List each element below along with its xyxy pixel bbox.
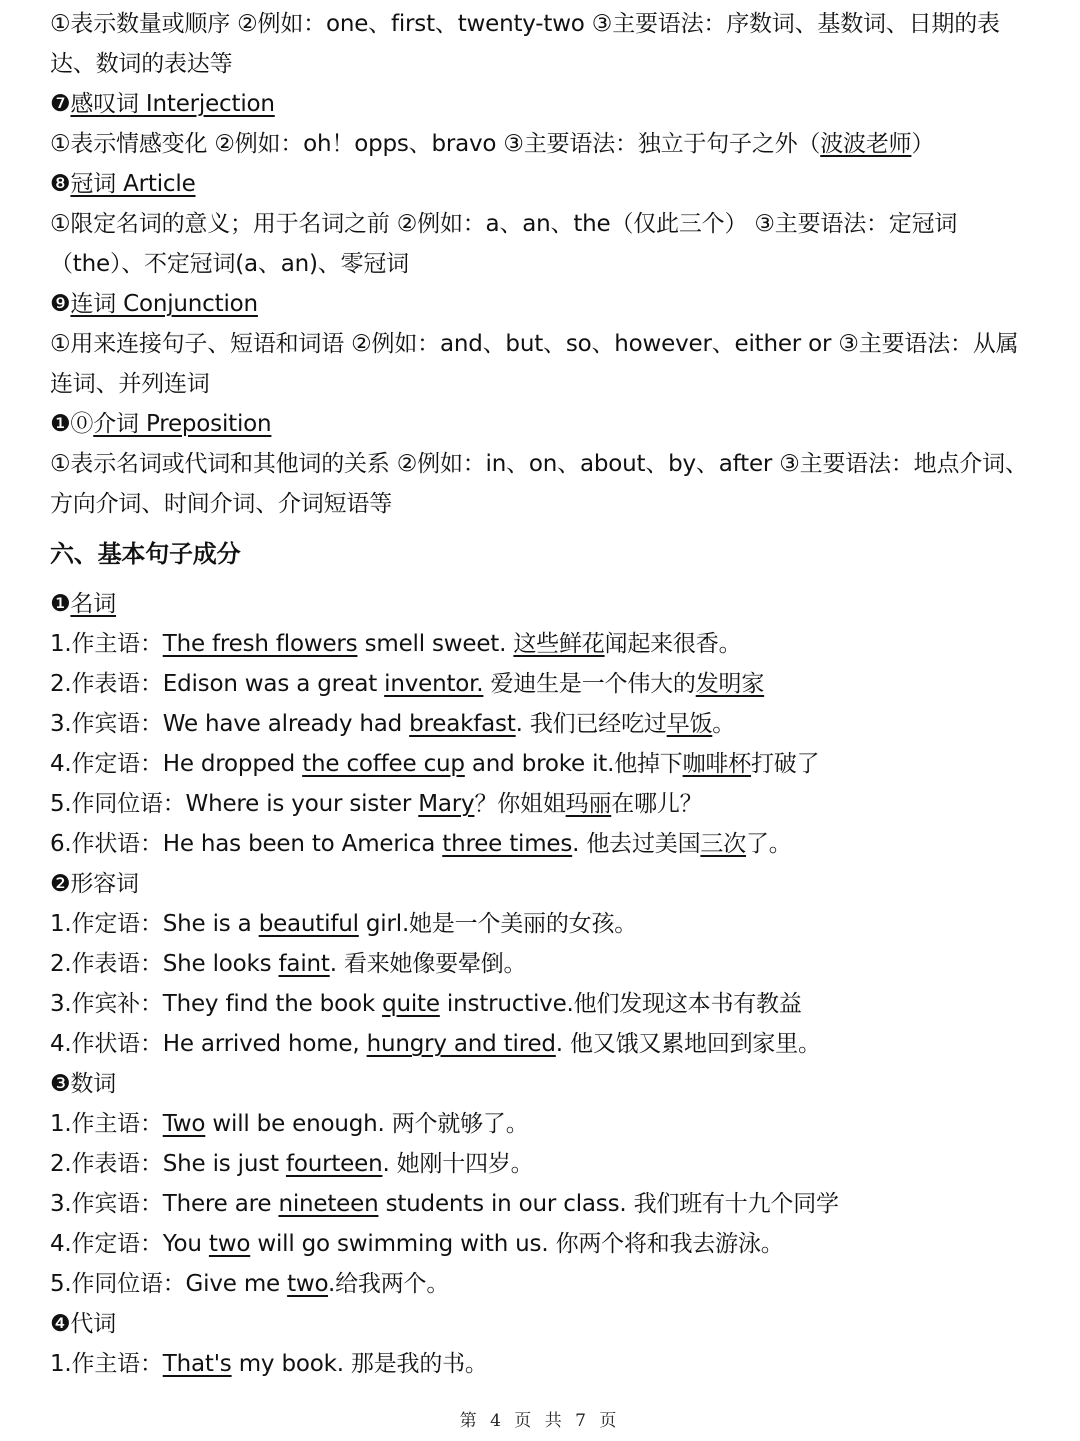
text-run: ❹代词 xyxy=(50,1311,117,1337)
text-run: ①表示名词或代词和其他词的关系 ②例如：in、on、about、by、after ③主要语法：地点介词、方向介词、时间介词、介词短语等 xyxy=(50,451,1028,517)
underlined-text: the coffee cup xyxy=(302,751,465,777)
text-line xyxy=(50,1224,1040,1264)
text-run: . 他又饿又累地回到家里。 xyxy=(555,1031,821,1057)
text-line xyxy=(50,824,1040,864)
text-run: 在哪儿？ xyxy=(611,791,703,817)
text-line xyxy=(50,704,1040,744)
text-run: ①限定名词的意义；用于名词之前 ②例如：a、an、the（仅此三个） ③主要语法：定冠词（the）、不定冠词(a、an)、零冠词 xyxy=(50,211,958,277)
underlined-text: 这些鲜花 xyxy=(513,631,605,657)
text-run: 3.作宾语：There are xyxy=(50,1191,279,1217)
text-run: will be enough. 两个就够了。 xyxy=(205,1111,529,1137)
text-run: girl.她是一个美丽的女孩。 xyxy=(358,911,638,937)
text-line xyxy=(50,4,1040,84)
text-line xyxy=(50,204,1040,284)
underlined-text: 波波老师 xyxy=(820,131,912,157)
text-line xyxy=(50,1304,1040,1344)
text-run: 3.作宾语：We have already had xyxy=(50,711,410,737)
text-run: 闻起来很香。 xyxy=(604,631,742,657)
text-run: ？你姐姐 xyxy=(474,791,566,817)
text-run: ❷形容词 xyxy=(50,871,139,897)
text-run: 2.作表语：She looks xyxy=(50,951,279,977)
text-run: students in our class. 我们班有十九个同学 xyxy=(378,1191,839,1217)
underlined-text: two xyxy=(208,1231,251,1257)
underlined-text: 三次 xyxy=(700,831,746,857)
underlined-text: The fresh flowers xyxy=(162,631,358,657)
underlined-text: 名词 xyxy=(70,591,117,617)
text-run: 1.作主语： xyxy=(50,1111,163,1137)
text-run: 2.作表语：Edison was a great xyxy=(50,671,385,697)
text-run: ①表示情感变化 ②例如：oh！opps、bravo ③主要语法：独立于句子之外（ xyxy=(50,131,821,157)
underlined-text: quite xyxy=(382,991,440,1017)
text-line xyxy=(50,164,1040,204)
text-run: . 她刚十四岁。 xyxy=(382,1151,534,1177)
text-run: 六、基本句子成分 xyxy=(50,540,241,568)
text-run: smell sweet. xyxy=(357,631,514,657)
text-line xyxy=(50,904,1040,944)
text-line xyxy=(50,664,1040,704)
underlined-text: two xyxy=(287,1271,329,1297)
text-line xyxy=(50,864,1040,904)
text-line xyxy=(50,1064,1040,1104)
document-body xyxy=(50,4,1040,1384)
text-line xyxy=(50,944,1040,984)
underlined-text: 感叹词 Interjection xyxy=(70,91,275,117)
underlined-text: 玛丽 xyxy=(565,791,612,817)
text-line xyxy=(50,84,1040,124)
text-run: . 我们已经吃过 xyxy=(515,711,667,737)
text-run: ❼ xyxy=(50,91,71,117)
text-line xyxy=(50,1024,1040,1064)
text-run: 4.作状语：He arrived home, xyxy=(50,1031,367,1057)
text-run: and broke it.他掉下 xyxy=(464,751,683,777)
text-line xyxy=(50,744,1040,784)
underlined-text: 介词 Preposition xyxy=(93,411,272,437)
text-run: 爱迪生是一个伟大的 xyxy=(483,671,696,697)
text-run: 2.作表语：She is just xyxy=(50,1151,286,1177)
underlined-text: 连词 Conjunction xyxy=(70,291,258,317)
text-line xyxy=(50,324,1040,404)
text-line xyxy=(50,624,1040,664)
text-run: 4.作定语：You xyxy=(50,1231,209,1257)
text-line xyxy=(50,1264,1040,1304)
section-heading xyxy=(50,534,1040,574)
text-run: 5.作同位语：Where is your sister xyxy=(50,791,419,817)
underlined-text: breakfast xyxy=(409,711,516,737)
text-run: ①用来连接句子、短语和词语 ②例如：and、but、so、however、either or ③主要语法：从属连词、并列连词 xyxy=(50,331,1019,397)
text-run: 6.作状语：He has been to America xyxy=(50,831,443,857)
text-line xyxy=(50,1144,1040,1184)
text-run: .给我两个。 xyxy=(328,1271,450,1297)
underlined-text: nineteen xyxy=(278,1191,379,1217)
text-run: ❶ xyxy=(50,591,71,617)
underlined-text: faint xyxy=(278,951,330,977)
text-line xyxy=(50,1344,1040,1384)
underlined-text: fourteen xyxy=(285,1151,383,1177)
underlined-text: inventor. xyxy=(384,671,484,697)
text-run: . 看来她像要晕倒。 xyxy=(329,951,527,977)
text-run: ❸数词 xyxy=(50,1071,117,1097)
text-run: 3.作宾补：They find the book xyxy=(50,991,383,1017)
text-run: ） xyxy=(911,131,935,157)
text-run: 。 xyxy=(712,711,736,737)
underlined-text: That's xyxy=(162,1351,232,1377)
text-run: 了。 xyxy=(746,831,792,857)
underlined-text: 咖啡杯 xyxy=(682,751,751,777)
text-line xyxy=(50,984,1040,1024)
text-line xyxy=(50,404,1040,444)
underlined-text: beautiful xyxy=(258,911,359,937)
underlined-text: 冠词 Article xyxy=(70,171,196,197)
text-run: instructive.他们发现这本书有教益 xyxy=(439,991,802,1017)
text-run: will go swimming with us. 你两个将和我去游泳。 xyxy=(250,1231,784,1257)
text-line xyxy=(50,1184,1040,1224)
underlined-text: 早饭 xyxy=(666,711,713,737)
text-run: 5.作同位语：Give me xyxy=(50,1271,288,1297)
underlined-text: 发明家 xyxy=(695,671,765,697)
text-run: 4.作定语：He dropped xyxy=(50,751,303,777)
text-run: my book. 那是我的书。 xyxy=(231,1351,488,1377)
text-line xyxy=(50,444,1040,524)
text-run: 1.作定语：She is a xyxy=(50,911,259,937)
text-line xyxy=(50,784,1040,824)
page-footer: 第 4 页 共 7 页 xyxy=(459,1411,621,1431)
text-line xyxy=(50,1104,1040,1144)
text-run: ❽ xyxy=(50,171,71,197)
text-run: ①表示数量或顺序 ②例如：one、first、twenty-two ③主要语法：序数词、基数词、日期的表达、数词的表达等 xyxy=(50,11,1000,77)
text-run: 打破了 xyxy=(751,751,820,777)
text-run: . 他去过美国 xyxy=(572,831,701,857)
text-run: ❾ xyxy=(50,291,71,317)
underlined-text: Two xyxy=(162,1111,206,1137)
text-run: ❶⓪ xyxy=(50,411,94,437)
underlined-text: hungry and tired xyxy=(366,1031,556,1057)
underlined-text: three times xyxy=(442,831,573,857)
text-line xyxy=(50,284,1040,324)
text-line xyxy=(50,584,1040,624)
underlined-text: Mary xyxy=(418,791,475,817)
text-run: 1.作主语： xyxy=(50,1351,163,1377)
text-line xyxy=(50,124,1040,164)
text-run: 1.作主语： xyxy=(50,631,163,657)
